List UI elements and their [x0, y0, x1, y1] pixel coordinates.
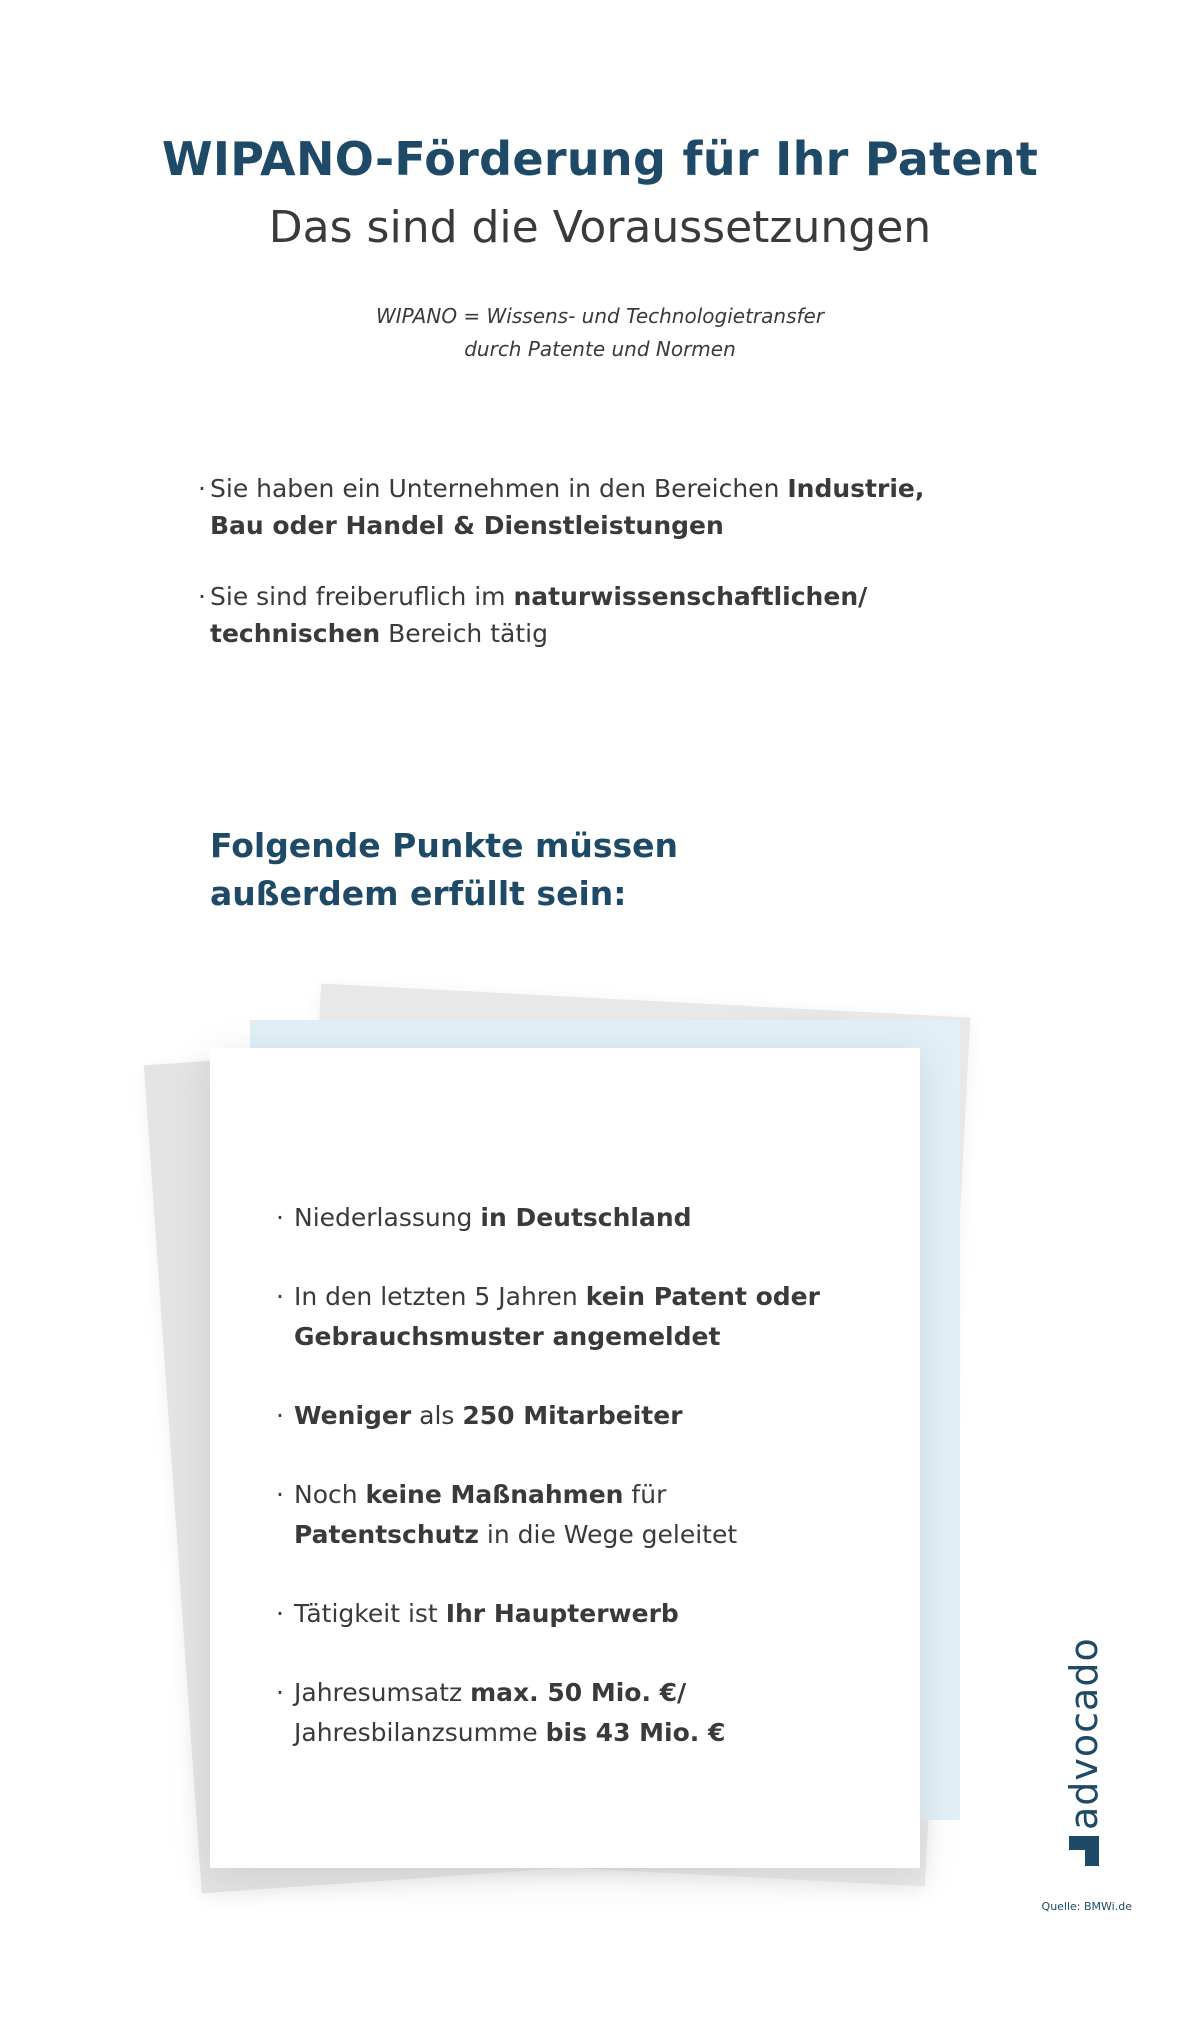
item-text: als	[411, 1401, 463, 1430]
item-bold: Patentschutz	[294, 1520, 479, 1549]
item-bold: in Deutschland	[480, 1203, 692, 1232]
source-note: Quelle: BMWi.de	[1041, 1900, 1132, 1913]
item-text: In den letzten 5 Jahren	[294, 1282, 586, 1311]
requirements-card	[210, 1048, 920, 1868]
bullet: ·	[198, 582, 206, 611]
item-bold: Weniger	[294, 1401, 412, 1430]
section-heading	[210, 822, 770, 918]
page-subtitle: Das sind die Voraussetzungen	[268, 202, 932, 253]
item-bold: kein Patent oder Gebrauchsmuster angemeldet	[294, 1282, 820, 1351]
brand-name: advocado	[1062, 1637, 1106, 1830]
item-bold: 250 Mitarbeiter	[462, 1401, 683, 1430]
list-item	[276, 1475, 876, 1555]
item-text-after: Bereich tätig	[380, 619, 548, 648]
list-item	[276, 1277, 876, 1357]
definition-line-2: durch Patente und Normen	[464, 337, 736, 361]
page-title: WIPANO-Förderung für Ihr Patent	[161, 132, 1039, 186]
definition-line-1: WIPANO = Wissens- und Technologietransfer	[375, 304, 825, 328]
list-item	[198, 470, 938, 544]
advocado-logo[interactable]	[1062, 1637, 1106, 1866]
item-bold: bis 43 Mio. €	[545, 1718, 726, 1747]
bullet: ·	[198, 474, 206, 503]
item-bold: Industrie, Bau oder Handel & Dienstleistungen	[210, 474, 925, 540]
item-text: Jahresumsatz	[294, 1678, 471, 1707]
item-text: Sie sind freiberuflich im	[210, 582, 514, 611]
heading-line-1: Folgende Punkte müssen	[210, 826, 678, 865]
advocado-logo-icon	[1069, 1836, 1099, 1866]
bullet: ·	[276, 1678, 284, 1707]
item-bold: keine Maßnahmen	[365, 1480, 624, 1509]
item-text: Jahresbilanzsumme	[294, 1718, 546, 1747]
list-item	[276, 1594, 876, 1634]
bullet: ·	[276, 1599, 284, 1628]
bullet: ·	[276, 1282, 284, 1311]
item-text: Noch	[294, 1480, 366, 1509]
eligibility-list	[198, 470, 938, 686]
requirements-list	[276, 1198, 876, 1792]
item-text: für	[623, 1480, 667, 1509]
item-bold: max. 50 Mio. €/	[470, 1678, 687, 1707]
wipano-definition	[0, 300, 1200, 366]
list-item	[276, 1673, 876, 1753]
item-text: Tätigkeit ist	[294, 1599, 446, 1628]
item-text: Niederlassung	[294, 1203, 481, 1232]
item-bold: naturwissenschaftlichen/ technischen	[210, 582, 868, 648]
heading-line-2: außerdem erfüllt sein:	[210, 874, 627, 913]
item-text: Sie haben ein Unternehmen in den Bereichen	[210, 474, 788, 503]
list-item	[198, 578, 938, 652]
list-item	[276, 1396, 876, 1436]
bullet: ·	[276, 1203, 284, 1232]
bullet: ·	[276, 1401, 284, 1430]
item-bold: Ihr Haupterwerb	[445, 1599, 679, 1628]
item-text: in die Wege geleitet	[478, 1520, 738, 1549]
list-item	[276, 1198, 876, 1238]
bullet: ·	[276, 1480, 284, 1509]
